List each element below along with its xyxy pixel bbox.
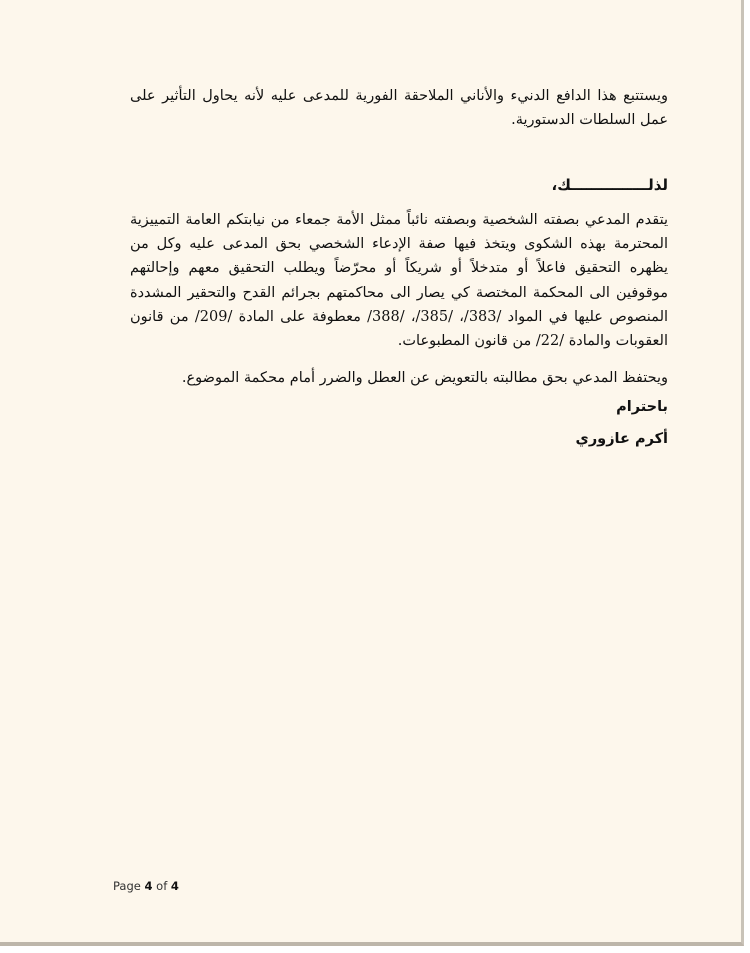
paragraph-motive: ويستتبع هذا الدافع الدنيء والأناني الملاحقة الفورية للمدعى عليه لأنه يحاول التأثير على عمل السلطات الدستورية. [130,88,668,128]
signature-name: أكرم عازوري [575,431,668,447]
current-page-number: 4 [144,879,153,893]
of-label: of [156,879,168,893]
paragraph-complaint: يتقدم المدعي بصفته الشخصية وبصفته نائباً ممثل الأمة جمعاء من نيابتكم العامة التمييزية المحترمة بهذه الشكوى ويتخذ فيها صفة الإدعاء الشخصي بحق المدعى عليه وكل من يظهره التحقيق فاعلاً أو متدخلاً أو شريكاً أو محرّضاً ويطلب التحقيق معهم وإحالتهم موقوفين الى المحكمة المختصة كي يصار الى محاكمتهم بجرائم القدح والتحقير المشددة المنصوص عليها في المواد /383/، /385/، /388/ معطوفة على المادة /209/ من قانون العقوبات والمادة /22/ من قانون المطبوعات. [130,212,669,350]
section-heading: لذلـــــــــــــــك، [551,176,668,194]
page-label: Page [113,879,141,893]
paragraph-reservation: ويحتفظ المدعي بحق مطالبته بالتعويض عن العطل والضرر أمام محكمة الموضوع. [181,370,668,386]
closing-salutation: باحترام [616,399,668,415]
page-number-footer [113,879,179,893]
total-pages-number: 4 [170,879,179,893]
